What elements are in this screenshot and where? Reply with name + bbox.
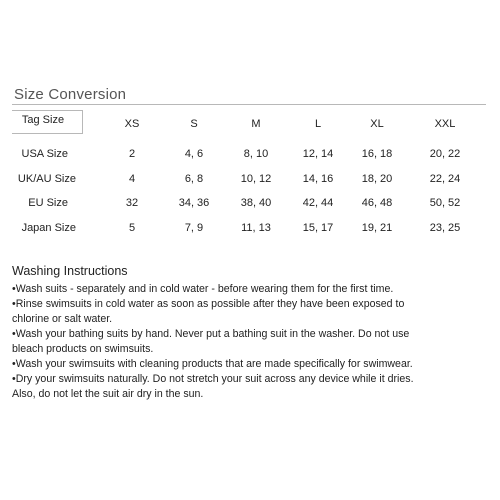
instruction-line: bleach products on swimsuits. [12,343,154,355]
table-cell: 2 [128,148,136,160]
table-cell: 4, 6 [184,148,204,160]
row-label: USA Size [21,148,68,160]
table-cell: 42, 44 [302,197,334,209]
column-header: S [190,118,198,130]
column-header: XL [370,118,384,130]
table-cell: 18, 20 [361,173,393,185]
row-label: EU Size [28,197,68,209]
tag-size-label: Tag Size [21,114,65,126]
instruction-line: •Rinse swimsuits in cold water as soon as possible after they have been exposed to [12,298,405,310]
table-cell: 16, 18 [361,148,393,160]
table-cell: 46, 48 [361,197,393,209]
table-cell: 6, 8 [184,173,204,185]
row-label: Japan Size [21,222,76,234]
washing-instructions-title: Washing Instructions [12,264,128,278]
instruction-line: chlorine or salt water. [12,313,113,325]
instruction-line: •Wash your bathing suits by hand. Never put a bathing suit in the washer. Do not use [12,328,410,340]
table-cell: 4 [128,173,136,185]
row-label: UK/AU Size [17,173,76,185]
table-cell: 19, 21 [361,222,393,234]
table-cell: 5 [128,222,136,234]
table-cell: 32 [125,197,139,209]
table-cell: 20, 22 [429,148,461,160]
table-cell: 15, 17 [302,222,334,234]
table-cell: 34, 36 [178,197,210,209]
column-header: XXL [434,118,456,130]
page-title: Size Conversion [14,86,127,103]
table-cell: 12, 14 [302,148,334,160]
table-cell: 8, 10 [243,148,269,160]
instruction-line: Also, do not let the suit air dry in the sun. [12,388,204,400]
title-divider [12,104,486,105]
instruction-line: •Wash your swimsuits with cleaning products that are made specifically for swimwear. [12,358,413,370]
column-header: L [314,118,322,130]
instruction-line: •Dry your swimsuits naturally. Do not stretch your suit across any device while it dries. [12,373,414,385]
table-cell: 7, 9 [184,222,204,234]
table-cell: 14, 16 [302,173,334,185]
table-cell: 50, 52 [429,197,461,209]
table-cell: 11, 13 [241,222,271,234]
washing-instructions-list [12,282,494,402]
table-cell: 38, 40 [240,197,272,209]
table-cell: 10, 12 [240,173,272,185]
table-cell: 22, 24 [429,173,461,185]
column-header: M [251,118,261,130]
instruction-line: •Wash suits - separately and in cold water - before wearing them for the first time. [12,283,394,295]
table-cell: 23, 25 [429,222,461,234]
column-header: XS [124,118,140,130]
